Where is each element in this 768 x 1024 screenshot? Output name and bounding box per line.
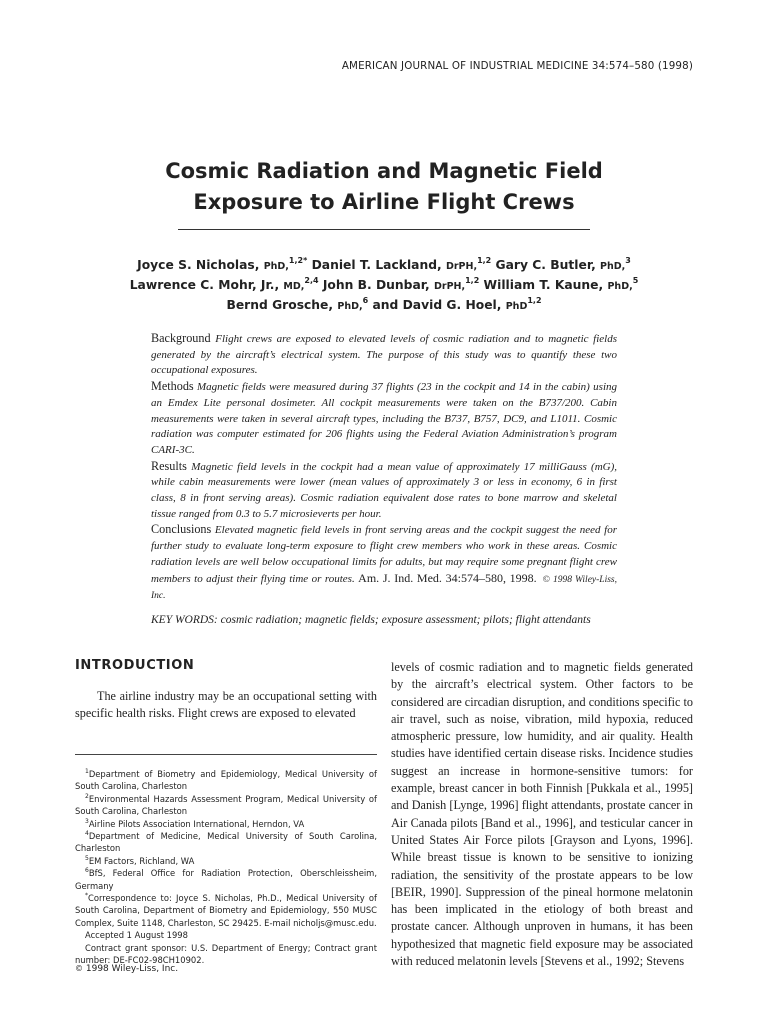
footnote [75,793,377,818]
footnote-mark: 2 [85,793,89,801]
author-name: Daniel T. Lackland, [311,258,446,272]
author-line [0,276,768,296]
footnote [75,768,377,793]
author-name: John B. Dunbar, [322,278,434,292]
footnote [75,855,377,867]
footnote [75,892,377,929]
abstract-conclusions [151,522,617,605]
abstract-text: Magnetic fields were measured during 37 flights (23 in the cockpit and 14 in the cabin) using an Emdex Lite personal dosimeter. All cockpit measurements were taken on the B737/200. Cabin measurements were taken in several aircraft types, including the B737, B757, DC9, and L1011. Cosmic radiation was computer estimated for 206 flights using the Federal Aviation Administration’s program CARI-3C. [151,381,618,456]
title-line-2: Exposure to Airline Flight Crews [193,190,575,214]
abstract-text: Magnetic field levels in the cockpit had a mean value of approximately 17 milliGauss (mG), while cabin measurements were lower (mean values of approximately 3 or less in economy, 6 in first class, 8 in front serving areas). Cosmic radiation equivalent dose rates to bone marrow and skeletal tissue ranged from 0.3 to 5.7 microsieverts per hour. [151,460,618,520]
author-name: Gary C. Butler, [495,258,601,272]
body-paragraph: The airline industry may be an occupational setting with specific health risks. Flight crews are exposed to elevated [75,689,377,720]
copyright-symbol: © [75,964,83,973]
footnote [75,929,377,941]
left-column [75,658,377,721]
author-name: David G. Hoel, [402,298,506,312]
author-degree: MD, [283,281,305,292]
author-name: Joyce S. Nicholas, [137,258,264,272]
footnote-mark: 3 [85,817,89,825]
journal-citation: Am. J. Ind. Med. 34:574–580, 1998. [358,570,537,585]
abstract [151,331,617,605]
footnote-mark: 6 [85,867,89,875]
abstract-text: Elevated magnetic field levels in front serving areas and the cockpit suggest the need for further study to evaluate long-term exposure to flight crew members who work in these areas. Cosmic radiation levels are well below occupational limits for adults, but may require some pregnant flight crew members to adjust their flying time or routes. [151,524,618,585]
footnote [75,818,377,830]
section-heading: INTRODUCTION [75,658,195,673]
author-separator: and [368,298,403,312]
author-line [0,256,768,276]
author-degree: PhD, [337,301,363,312]
author-affiliation: 1,2 [527,295,542,305]
author-affiliation: 2,4 [304,275,319,285]
abstract-background [151,331,617,379]
author-list [0,256,768,316]
author-affiliation: 6 [362,295,369,305]
author-degree: DrPH, [445,261,478,272]
article-title [0,156,768,218]
journal-header: AMERICAN JOURNAL OF INDUSTRIAL MEDICINE 34:574–580 (1998) [341,60,693,72]
footnote-mark: 1 [85,768,89,776]
abstract-label: Background [151,331,211,345]
author-degree: PhD, [263,261,289,272]
right-column [391,659,693,970]
page-copyright [75,964,178,974]
author-degree: PhD, [607,281,633,292]
footnote-text: EM Factors, Richland, WA [88,855,195,866]
footnote-divider [75,754,377,755]
author-affiliation: 1,2* [288,255,308,265]
author-name: Bernd Grosche, [226,298,338,312]
footnote-mark: * [85,892,88,900]
footnote-text: BfS, Federal Office for Radiation Protection, Oberschleissheim, Germany [75,868,377,891]
abstract-label: Conclusions [151,522,212,537]
author-degree: PhD, [600,261,626,272]
footnote [75,942,377,967]
abstract-results [151,459,617,523]
abstract-methods [151,379,617,459]
footnote-mark: 4 [85,830,89,838]
abstract-label: Results [151,458,187,473]
author-affiliation: 1,2 [477,255,492,265]
footnote [75,867,377,892]
abstract-copyright: © 1998 Wiley-Liss, Inc. [151,574,617,602]
author-line [0,296,768,316]
body-paragraph: levels of cosmic radiation and to magnetic fields generated by the aircraft’s electrical system. Other factors to be considered are circadian disruption, and conditions specific to air travel, such as noise, vibration, mild hypoxia, reduced atmospheric pressure, low humidity, and air quality. Health studies have identified certain disease risks. Incidence studies suggest an increase in hormone-sensitive tumors: for example, breast cancer in both Finnish [Pukkala et al., 1995] and Danish [Lynge, 1996] flight attendants, prostate cancer in Air Canada pilots [Band et al., 1996], and testicular cancer in United States Air Force pilots [Grayson and Lyons, 1996]. While breast tissue is known to be sensitive to ionizing radiation, the sensitivity of the prostate appears to be low [BEIR, 1990]. Suppression of the pineal hormone melatonin has been implicated in the etiology of both breast and prostate cancer. Although unproven in humans, it has been hypothesized that magnetic field exposure may be associated with reduced melatonin levels [Stevens et al., 1992; Stevens [391,660,693,969]
footnotes [75,768,377,967]
author-affiliation: 5 [632,275,639,285]
title-divider [178,229,590,230]
abstract-label: Methods [151,379,194,394]
footnote-text: Correspondence to: Joyce S. Nicholas, Ph.D., Medical University of South Carolina, Department of Biometry and Epidemiology, 550 MUSC Complex, Suite 1148, Charleston, SC 29425. E-mail nicholjs@musc.edu. [75,893,377,928]
footnote-mark: 5 [85,855,89,863]
footnote [75,830,377,855]
footnote-text: Department of Medicine, Medical University of South Carolina, Charleston [75,831,377,854]
footnote-text: Airline Pilots Association International, Herndon, VA [88,818,305,829]
author-affiliation: 3 [625,255,631,265]
footnote-text: Environmental Hazards Assessment Program, Medical University of South Carolina, Charleston [75,793,377,817]
copyright-text: 1998 Wiley-Liss, Inc. [85,964,179,974]
author-degree: DrPH, [434,281,466,292]
author-name: Lawrence C. Mohr, Jr., [129,278,284,292]
abstract-text: Flight crews are exposed to elevated levels of cosmic radiation and to magnetic fields generated by the aircraft’s electrical system. The purpose of this study was to quantify these two occupational exposures. [151,333,618,377]
author-name: William T. Kaune, [483,278,608,292]
footnote-text: Department of Biometry and Epidemiology, Medical University of South Carolina, Charleston [75,769,377,792]
title-line-1: Cosmic Radiation and Magnetic Field [165,159,603,183]
author-affiliation: 1,2 [465,275,480,285]
author-degree: PhD [505,301,528,312]
footnote-text: Accepted 1 August 1998 [85,930,188,941]
footnote-text: Contract grant sponsor: U.S. Department of Energy; Contract grant number: DE-FC02-98CH10902. [75,942,377,966]
keywords: KEY WORDS: cosmic radiation; magnetic fields; exposure assessment; pilots; flight attendants [151,614,591,626]
